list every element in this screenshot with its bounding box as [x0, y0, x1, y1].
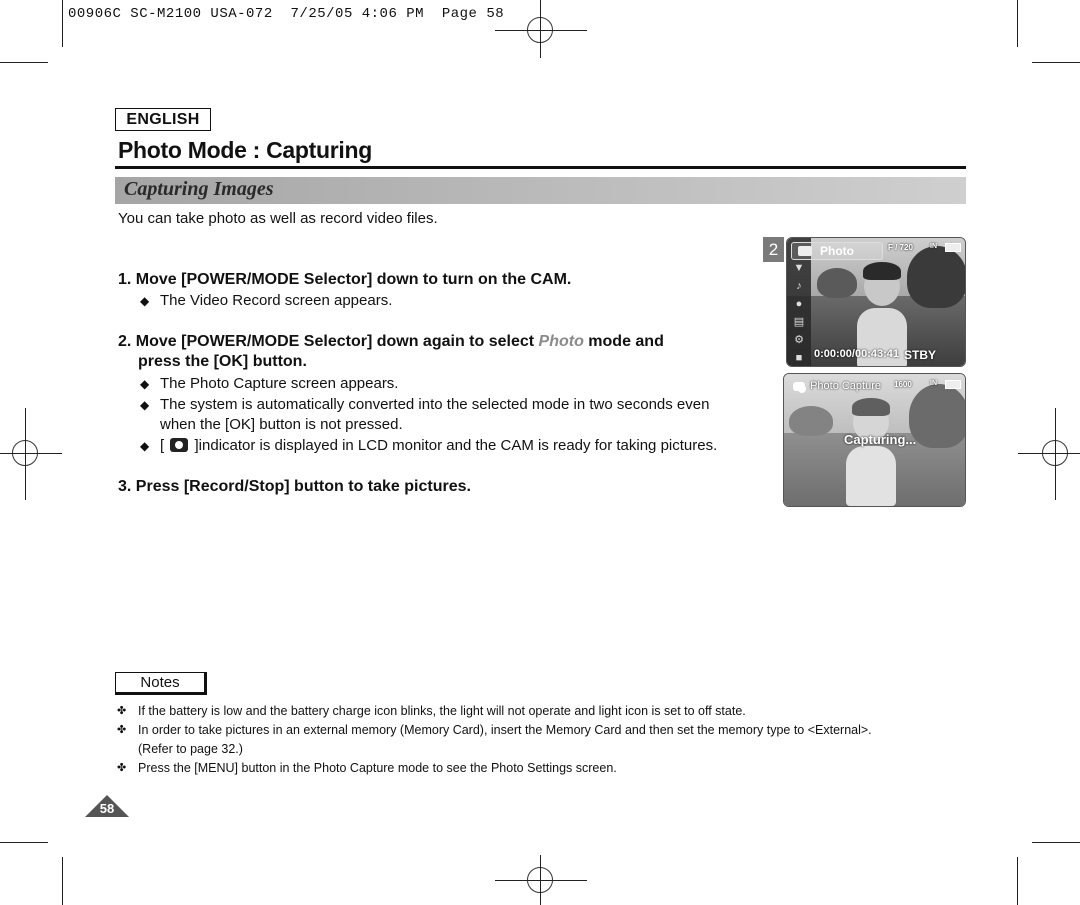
bullet-diamond-icon: ◆ — [140, 398, 150, 412]
note-2: ✤ In order to take pictures in an external memory (Memory Card), insert the Memory Card and then set the memory type to <External>. — [117, 721, 957, 740]
intro-text: You can take photo as well as record video files. — [118, 210, 438, 227]
note-bullet-icon: ✤ — [117, 762, 127, 774]
capturing-message: Capturing... — [844, 432, 917, 447]
page-number: 58 — [99, 801, 115, 816]
step-2-bullet-3: ◆ [ ]indicator is displayed in LCD monitor and the CAM is ready for taking pictures. — [140, 437, 718, 454]
camera-icon — [798, 246, 812, 256]
bullet-diamond-icon: ◆ — [140, 439, 150, 453]
step-2-bullet-2: ◆ The system is automatically converted into the selected mode in two seconds even when the [OK] button is not pressed. — [140, 396, 710, 433]
print-slug: 00906C SC-M2100 USA-072 7/25/05 4:06 PM Page 58 — [68, 6, 505, 22]
notes-tab: Notes — [115, 672, 207, 695]
note-bullet-icon: ✤ — [117, 705, 127, 717]
screen-step-number: 2 — [763, 237, 784, 262]
timecode-display: 0:00:00/00:43:41 — [814, 348, 900, 360]
resolution-indicator: F / 720 — [888, 243, 913, 252]
note-3: ✤ Press the [MENU] button in the Photo Capture mode to see the Photo Settings screen. — [117, 759, 957, 778]
page-title: Photo Mode : Capturing — [118, 137, 373, 163]
camera-icon — [793, 382, 805, 391]
movie-camera-icon[interactable]: ■ — [795, 352, 803, 364]
battery-icon — [945, 243, 961, 252]
step-1-bullet-1: ◆ The Video Record screen appears. — [140, 292, 393, 309]
bullet-diamond-icon: ◆ — [140, 294, 150, 308]
photo-mode-pill[interactable]: Photo — [791, 242, 883, 260]
note-2-continued: (Refer to page 32.) — [138, 742, 243, 756]
note-bullet-icon: ✤ — [117, 724, 127, 736]
memory-indicator: IN — [930, 380, 937, 387]
microphone-icon[interactable]: ● — [795, 298, 803, 310]
document-icon[interactable]: ▤ — [793, 316, 805, 328]
step-2-bullet-1: ◆ The Photo Capture screen appears. — [140, 375, 399, 392]
language-tab: ENGLISH — [115, 108, 211, 131]
lcd-screen-photo-capture — [783, 373, 966, 507]
step-1-heading: 1. Move [POWER/MODE Selector] down to turn on the CAM. — [118, 271, 572, 288]
battery-icon — [945, 380, 961, 389]
resolution-indicator: 1600 — [894, 380, 912, 389]
section-bar — [115, 177, 966, 204]
settings-icon[interactable]: ⚙ — [794, 334, 804, 346]
photo-capture-label: Photo Capture — [791, 380, 881, 392]
photo-mode-word: Photo — [538, 333, 584, 350]
note-1: ✤ If the battery is low and the battery charge icon blinks, the light will not operate and light icon is set to off state. — [117, 702, 957, 721]
camera-icon — [170, 438, 188, 452]
step-3-heading: 3. Press [Record/Stop] button to take pictures. — [118, 478, 471, 495]
section-title: Capturing Images — [124, 178, 274, 200]
menu-down-icon[interactable]: ▼ — [793, 262, 805, 274]
title-rule — [115, 166, 966, 169]
bullet-diamond-icon: ◆ — [140, 377, 150, 391]
step-2-heading: 2. Move [POWER/MODE Selector] down again to select Photo mode and press the [OK] button. — [118, 333, 664, 370]
memory-indicator: IN — [930, 243, 937, 250]
lcd-screen-photo-mode — [786, 237, 966, 367]
standby-status: STBY — [904, 348, 937, 362]
music-note-icon[interactable]: ♪ — [796, 280, 802, 292]
